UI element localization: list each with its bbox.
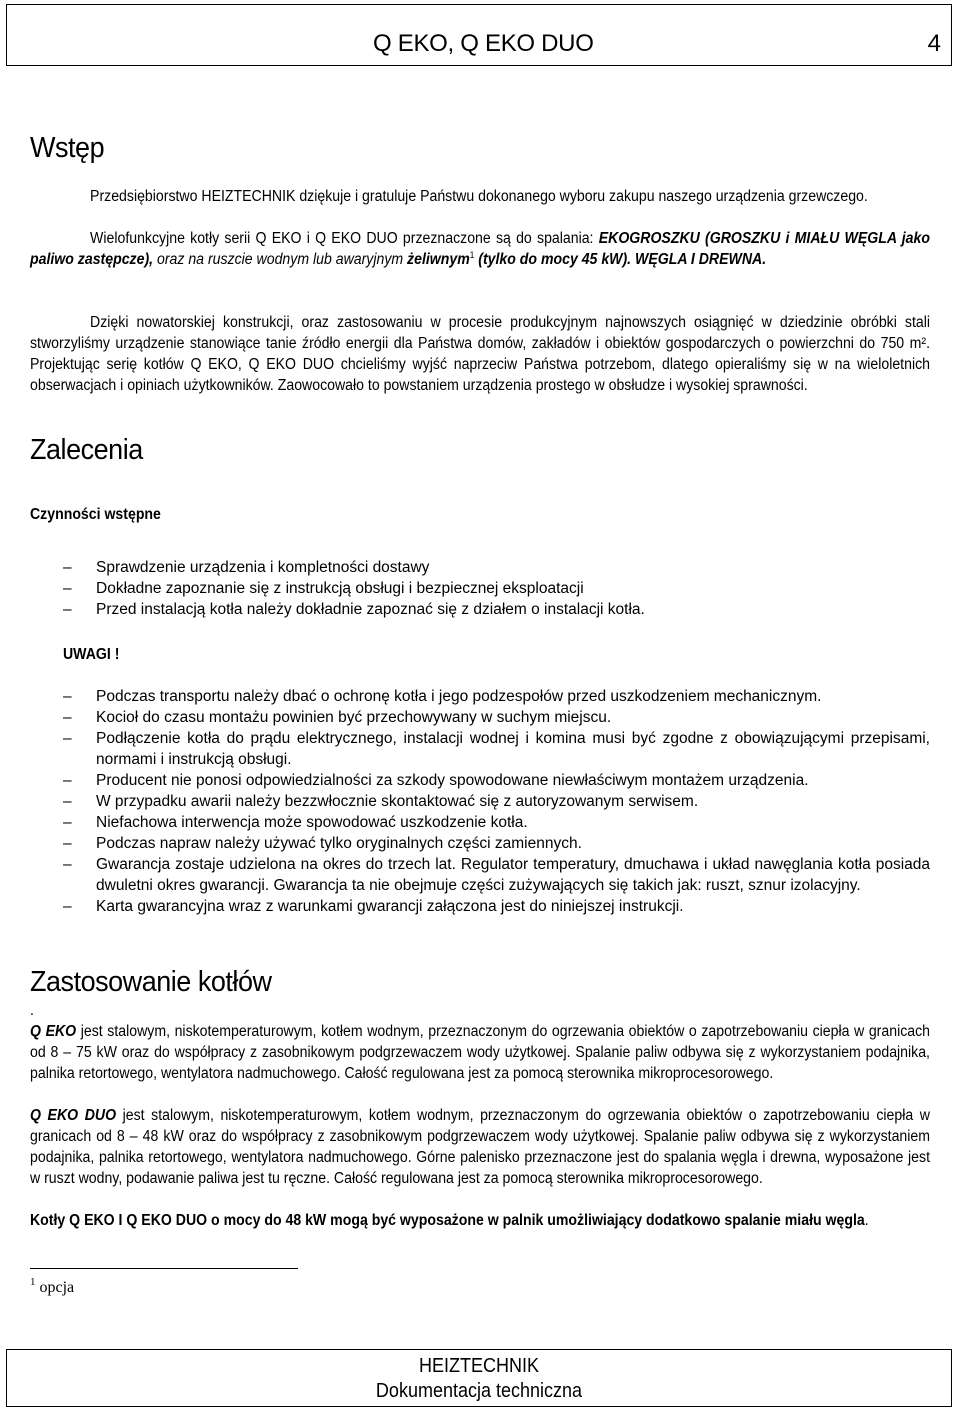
fuel-zeliwnym: żeliwnym [407,251,470,268]
document-title: Q EKO, Q EKO DUO [373,30,594,57]
list-item: – Podczas napraw należy używać tylko oryginalnych części zamiennych. [63,835,582,852]
footnote-mark: 1 [30,1276,36,1288]
page-footer [6,1349,952,1407]
heading-zastosowanie: Zastosowanie kotłów [30,966,272,998]
footnote-text: opcja [35,1279,75,1296]
technology-paragraph: Dzięki nowatorskiej konstrukcji, oraz zastosowaniu w procesie produkcyjnym najnowszych osiągnięć w dziedzinie obróbki stali stworzyliśmy urządzenie stanowiące tanie źródło energii dla Państwa domów, zakładów i obiektów gospodarczych o powierzchni do 750 m². Projektując serię kotłów Q EKO, Q EKO DUO chcieliśmy wyjść naprzeciw Państwa potrzebom, dlatego opieraliśmy się w na wieloletnich obserwacjach i opiniach użytkowników. Zaowocowało to powstaniem urządzenia prostego w obsłudze i wysokiej sprawności. [30,314,930,394]
qekoduo-paragraph [30,1105,930,1189]
list-item: – Sprawdzenie urządzenia i kompletności dostawy [63,559,430,576]
list-item: – Przed instalacją kotła należy dokładnie zapoznać się z działem o instalacji kotła. [63,601,645,618]
list-item: – Podczas transportu należy dbać o ochronę kotła i jego podzespołów przed uszkodzeniem mechanicznym. [63,688,822,705]
list-item: – Niefachowa interwencja może spowodować uszkodzenie kotła. [63,814,528,831]
qekoduo-text: jest stalowym, niskotemperaturowym, kotłem wodnym, przeznaczonym do ogrzewania obiektów o zapotrzebowaniu ciepła w granicach od 8 – 48 kW oraz do współpracy z zasobnikowym podgrzewaczem wody użytkowej. Spalanie paliw odbywa się z wykorzystaniem podajnika, palnika retortowego, wentylatora nadmuchowego. Górne palenisko przeznaczone jest do spalania węgla i drewna, wyposażone jest w ruszt wodny, podawanie paliwa jest tu ręczne. Całość regulowana jest za pomocą sterownika mikroprocesorowego. [30,1107,930,1187]
fuel-text-c: oraz na ruszcie wodnym lub awaryjnym [153,251,408,268]
list-item: – Dokładne zapoznanie się z instrukcją obsługi i bezpiecznej eksploatacji [63,580,584,597]
fuel-text-a: Wielofunkcyjne kotły serii Q EKO i Q EKO DUO przeznaczone są do spalania: [90,230,599,247]
list-item: – Gwarancja zostaje udzielona na okres do trzech lat. Regulator temperatury, dmuchawa i układ nawęglania kotła posiada dwuletni okres gwarancji. Gwarancja ta nie obejmuje części zużywających się takich jak: ruszt, sznur izolacyjny. [63,856,930,894]
preliminary-list [30,557,930,620]
intro-paragraph: Przedsiębiorstwo HEIZTECHNIK dziękuje i gratuluje Państwu dokonanego wyboru zakupu naszego urządzenia grzewczego. [90,188,868,205]
list-item: – Kocioł do czasu montażu powinien być przechowywany w suchym miejscu. [63,709,612,726]
fuel-paragraph [30,228,930,270]
footer-company: HEIZTECHNIK [418,1355,540,1377]
footnote-ref: 1 [469,250,475,260]
list-item: – Producent nie ponosi odpowiedzialności za szkody spowodowane niewłaściwym montażem urządzenia. [63,772,809,789]
list-item: – Podłączenie kotła do prądu elektrycznego, instalacji wodnej i komina musi być zgodne z obowiązującymi przepisami, normami i instrukcją obsługi. [63,730,930,768]
qeko-paragraph [30,1021,930,1084]
qeko-text: jest stalowym, niskotemperaturowym, kotłem wodnym, przeznaczonym do ogrzewania obiektów o zapotrzebowaniu ciepła w granicach od 8 – 75 kW oraz do współpracy z zasobnikowym podgrzewaczem wody użytkowej. Spalanie paliw odbywa się z wykorzystaniem podajnika, palnika retortowego, wentylatora nadmuchowego. Całość regulowana jest za pomocą sterownika mikroprocesorowego. [30,1023,931,1082]
uwagi-list [30,686,930,917]
stray-dot: . [30,1002,34,1019]
qekoduo-name: Q EKO DUO [30,1107,117,1124]
subheading-czynnosci: Czynności wstępne [30,506,161,523]
fuel-types: EKOGROSZKU (GROSZKU i MIAŁU WĘGLA jako paliwo zastępcze), [30,230,930,268]
uwagi-label: UWAGI ! [63,646,120,663]
list-item: – Karta gwarancyjna wraz z warunkami gwarancji załączona jest do niniejszej instrukcji. [63,898,684,915]
heading-zalecenia: Zalecenia [30,434,143,466]
fuel-text-e: (tylko do mocy 45 kW). WĘGLA I DREWNA. [474,251,767,268]
heading-wstep: Wstęp [30,132,105,164]
burner-note [30,1210,930,1231]
footnote [30,1276,74,1300]
burner-note-end: . [864,1212,869,1229]
list-item: – W przypadku awarii należy bezzwłocznie skontaktować się z autoryzowanym serwisem. [63,793,699,810]
page-number: 4 [927,30,941,57]
footer-doc-type: Dokumentacja techniczna [375,1380,583,1402]
burner-note-text: Kotły Q EKO I Q EKO DUO o mocy do 48 kW mogą być wyposażone w palnik umożliwiający dodatkowo spalanie miału węgla [30,1212,865,1229]
page-header [6,4,952,66]
footnote-divider [30,1268,298,1269]
qeko-name: Q EKO [30,1023,77,1040]
